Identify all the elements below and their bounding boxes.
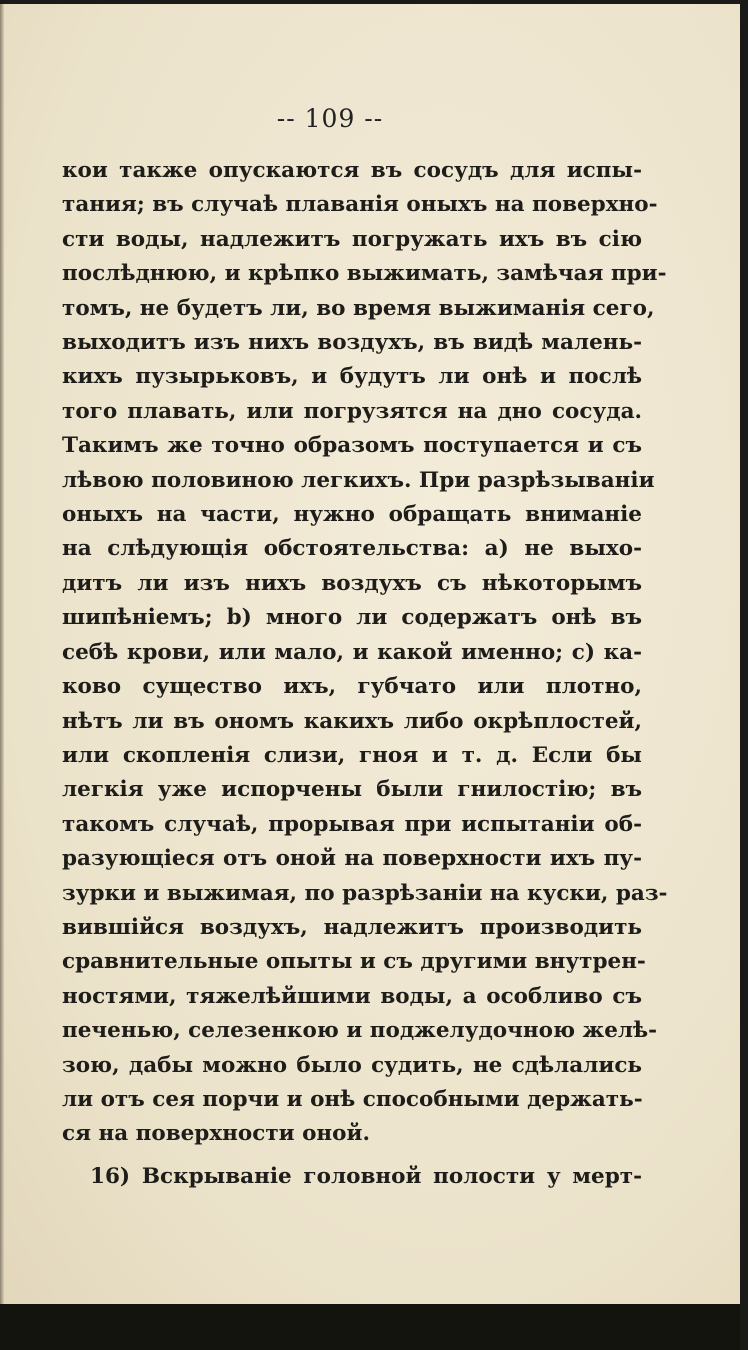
- text-line: выходитъ изъ нихъ воздухъ, въ видѣ малень-: [62, 330, 642, 356]
- text-line: кихъ пузырьковъ, и будутъ ли онѣ и послѣ: [62, 364, 642, 390]
- text-body: [62, 154, 668, 1194]
- text-line: зою, дабы можно было судить, не сдѣлались: [62, 1052, 642, 1078]
- text-line: тания; въ случаѣ плаванія оныхъ на поверхно-: [62, 192, 658, 218]
- page-number: -- 109 --: [276, 104, 384, 133]
- text-line: вившійся воздухъ, надлежитъ производить: [62, 914, 642, 940]
- text-line: нѣтъ ли въ ономъ какихъ либо окрѣплостей,: [62, 708, 642, 734]
- scan-bottom-shadow: [0, 1304, 740, 1350]
- text-line: шипѣніемъ; b) много ли содержатъ онѣ въ: [62, 605, 642, 631]
- text-line: того плавать, или погрузятся на дно сосуда.: [62, 398, 642, 424]
- text-line: печенью, селезенкою и поджелудочною желѣ-: [62, 1018, 658, 1044]
- text-line: Такимъ же точно образомъ поступается и съ: [62, 433, 642, 459]
- text-line: зурки и выжимая, по разрѣзаніи на куски, раз-: [62, 880, 668, 906]
- text-line: легкія уже испорчены были гнилостію; въ: [62, 777, 642, 803]
- text-line: лѣвою половиною легкихъ. При разрѣзываніи: [62, 467, 655, 493]
- text-line: на слѣдующія обстоятельства: а) не выхо-: [62, 536, 642, 562]
- book-page: [0, 4, 740, 1304]
- text-line: кои также опускаются въ сосудъ для испы-: [62, 158, 642, 183]
- text-line: такомъ случаѣ, прорывая при испытаніи об-: [62, 811, 642, 837]
- text-line: сравнительные опыты и съ другими внутрен-: [62, 949, 646, 975]
- text-line: дитъ ли изъ нихъ воздухъ съ нѣкоторымъ: [62, 570, 642, 596]
- text-line: ся на поверхности оной.: [62, 1121, 370, 1147]
- text-line: или скопленія слизи, гноя и т. д. Если бы: [62, 742, 642, 768]
- text-line: себѣ крови, или мало, и какой именно; с) ка-: [62, 639, 642, 665]
- text-line: томъ, не будетъ ли, во время выжиманія сего,: [62, 295, 655, 321]
- text-line: ково существо ихъ, губчато или плотно,: [62, 674, 642, 700]
- text-line: ностями, тяжелѣйшими воды, а особливо съ: [62, 983, 642, 1009]
- page-binding-edge: [0, 4, 4, 1304]
- text-line: ли отъ сея порчи и онѣ способными держать-: [62, 1086, 643, 1112]
- text-line: сти воды, надлежитъ погружать ихъ въ сію: [62, 226, 642, 252]
- text-line: послѣднюю, и крѣпко выжимать, замѣчая при-: [62, 261, 667, 287]
- text-line: оныхъ на части, нужно обращать вниманіе: [62, 502, 642, 528]
- paragraph-heading: 16) Вскрываніе головной полости у мерт-: [90, 1163, 642, 1189]
- text-line: разующіеся отъ оной на поверхности ихъ пу-: [62, 846, 642, 872]
